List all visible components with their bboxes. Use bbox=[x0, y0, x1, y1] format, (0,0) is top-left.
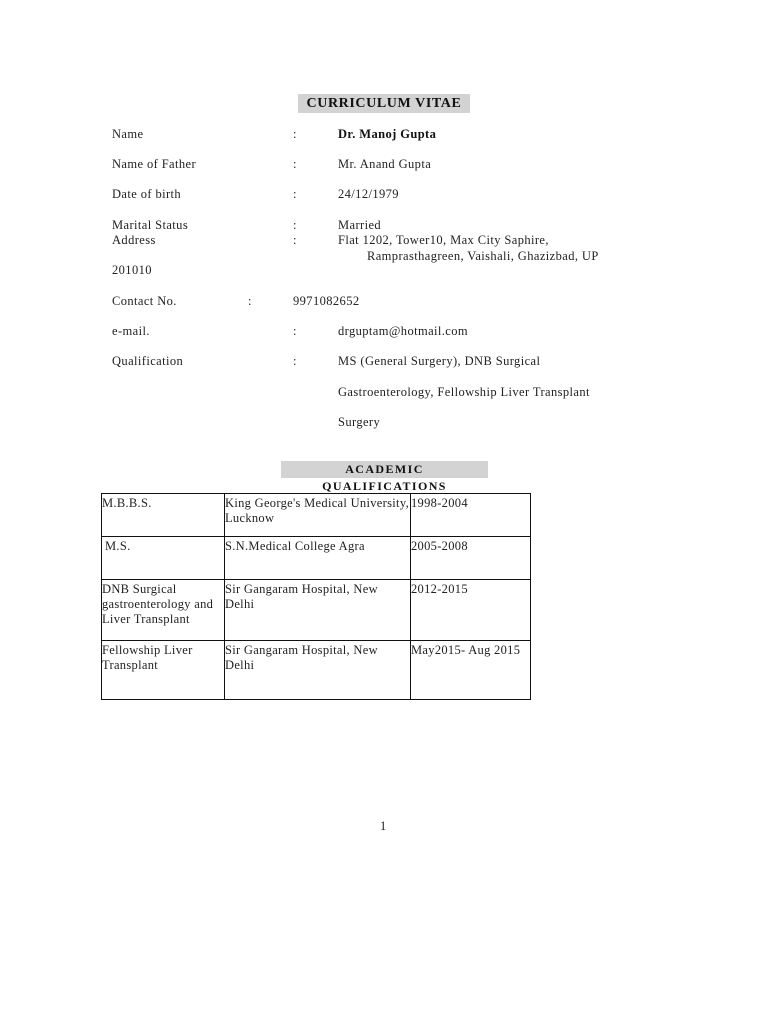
institution-cell: Sir Gangaram Hospital, New Delhi bbox=[225, 641, 411, 700]
qualification-label: Qualification bbox=[112, 354, 184, 368]
marital-label: Marital Status bbox=[112, 218, 189, 232]
years-cell: 1998-2004 bbox=[411, 494, 531, 537]
years-cell: May2015- Aug 2015 bbox=[411, 641, 531, 700]
academic-table bbox=[101, 493, 531, 700]
dob-value: 24/12/1979 bbox=[338, 187, 399, 201]
qualification-line3: Surgery bbox=[338, 415, 381, 429]
table-row bbox=[102, 580, 531, 641]
contact-value: 9971082652 bbox=[293, 294, 360, 308]
father-value: Mr. Anand Gupta bbox=[338, 157, 432, 171]
degree-cell: M.B.B.S. bbox=[102, 494, 225, 537]
address-label: Address bbox=[112, 233, 156, 247]
contact-separator: : bbox=[248, 294, 252, 308]
email-value: drguptam@hotmail.com bbox=[338, 324, 469, 338]
marital-value: Married bbox=[338, 218, 382, 232]
document-title: CURRICULUM VITAE bbox=[298, 94, 470, 113]
email-separator: : bbox=[293, 324, 297, 338]
name-separator: : bbox=[293, 127, 297, 141]
address-line1: Flat 1202, Tower10, Max City Saphire, bbox=[338, 233, 549, 247]
dob-label: Date of birth bbox=[112, 187, 182, 201]
institution-cell: S.N.Medical College Agra bbox=[225, 537, 411, 580]
table-row bbox=[102, 494, 531, 537]
page-number: 1 bbox=[380, 819, 387, 833]
address-line3: 201010 bbox=[112, 263, 152, 277]
father-separator: : bbox=[293, 157, 297, 171]
degree-cell: M.S. bbox=[102, 537, 225, 580]
institution-cell: Sir Gangaram Hospital, New Delhi bbox=[225, 580, 411, 641]
qualification-separator: : bbox=[293, 354, 297, 368]
qualification-line2: Gastroenterology, Fellowship Liver Transplant bbox=[338, 385, 590, 399]
contact-label: Contact No. bbox=[112, 294, 177, 308]
degree-cell: DNB Surgical gastroenterology and Liver Transplant bbox=[102, 580, 225, 641]
qualification-line1: MS (General Surgery), DNB Surgical bbox=[338, 354, 541, 368]
marital-separator: : bbox=[293, 218, 297, 232]
years-cell: 2012-2015 bbox=[411, 580, 531, 641]
name-value: Dr. Manoj Gupta bbox=[338, 127, 437, 141]
years-cell: 2005-2008 bbox=[411, 537, 531, 580]
dob-separator: : bbox=[293, 187, 297, 201]
email-label: e-mail. bbox=[112, 324, 150, 338]
name-label: Name bbox=[112, 127, 144, 141]
table-row bbox=[102, 537, 531, 580]
address-line2: Ramprasthagreen, Vaishali, Ghazizbad, UP bbox=[367, 249, 599, 263]
table-row bbox=[102, 641, 531, 700]
degree-cell: Fellowship Liver Transplant bbox=[102, 641, 225, 700]
academic-heading: ACADEMIC QUALIFICATIONS bbox=[281, 461, 488, 478]
father-label: Name of Father bbox=[112, 157, 197, 171]
institution-cell: King George's Medical University, Lucknow bbox=[225, 494, 411, 537]
address-separator: : bbox=[293, 233, 297, 247]
